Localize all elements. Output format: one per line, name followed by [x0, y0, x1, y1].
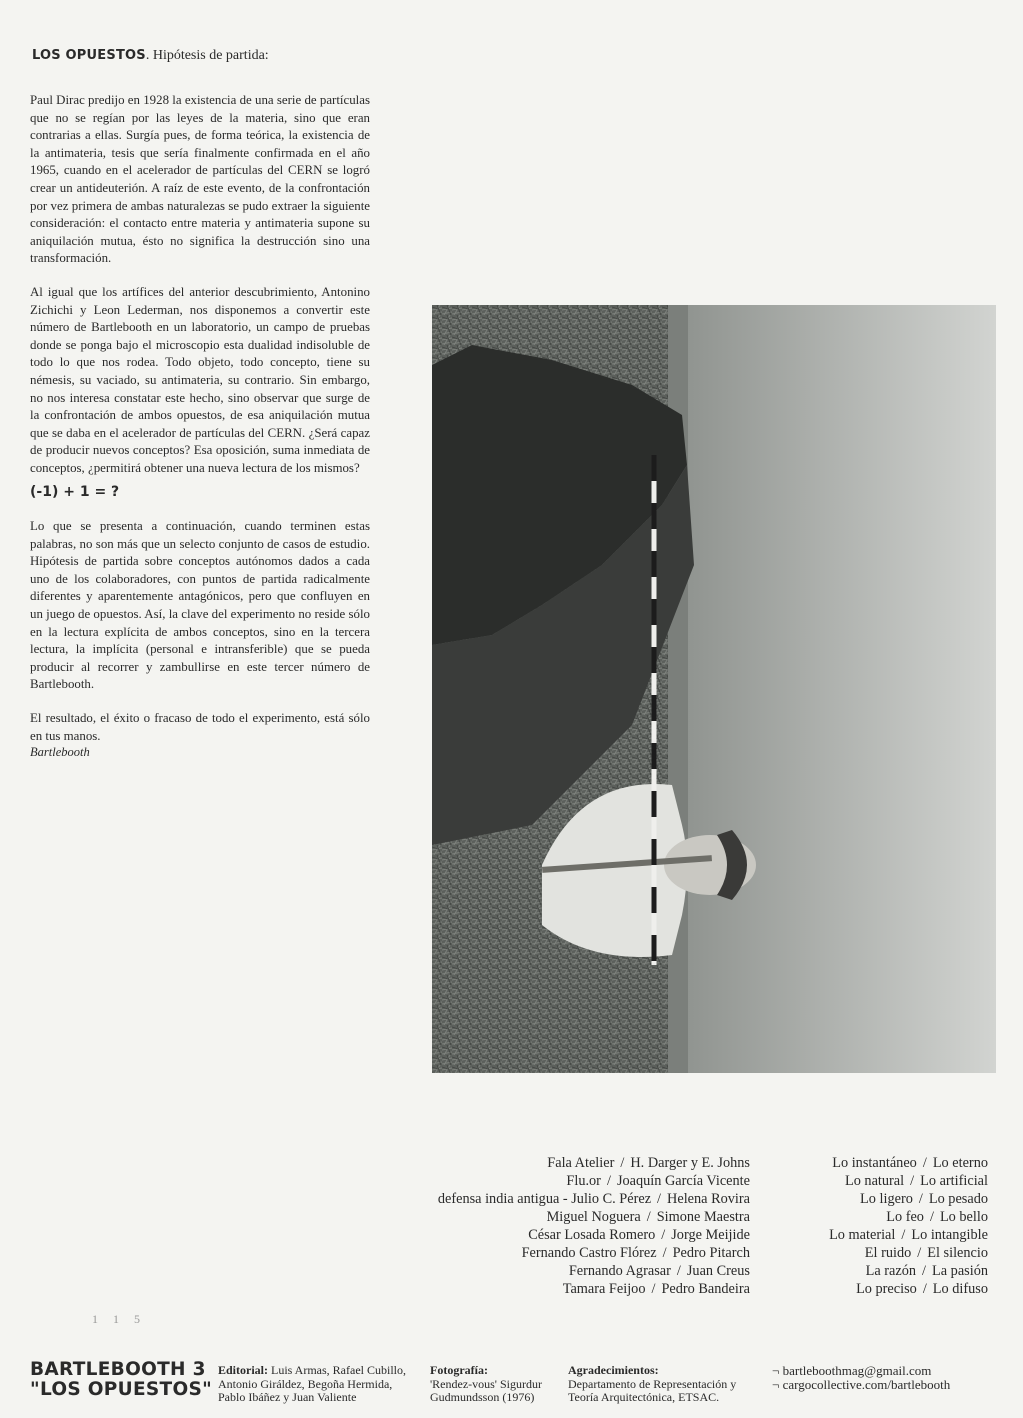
opposite-b: Lo eterno — [932, 1155, 988, 1171]
photo-text: 'Rendez-vous' Sigurdur Gudmundsson (1976) — [430, 1376, 542, 1404]
separator: / — [910, 1173, 915, 1189]
contributors-list — [380, 1154, 750, 1298]
opposite-row — [770, 1262, 988, 1280]
separator: / — [929, 1209, 934, 1225]
opposite-a: Lo material — [829, 1227, 896, 1243]
opposite-b: Lo bello — [939, 1209, 988, 1225]
opposite-row — [770, 1208, 988, 1226]
opposite-a: Lo instantáneo — [832, 1155, 917, 1171]
contributor-row — [380, 1262, 750, 1280]
contributor-a: Fernando Agrasar — [568, 1263, 671, 1279]
contributor-b: Juan Creus — [686, 1263, 750, 1279]
contributor-row — [380, 1244, 750, 1262]
opposite-a: Lo feo — [886, 1209, 924, 1225]
separator: / — [620, 1155, 625, 1171]
paragraph-4: El resultado, el éxito o fracaso de todo el experimento, está sólo en tus manos. — [30, 710, 370, 743]
separator: / — [918, 1191, 923, 1207]
separator: / — [901, 1227, 906, 1243]
contributor-b: Simone Maestra — [656, 1209, 750, 1225]
separator: / — [646, 1209, 651, 1225]
separator: / — [922, 1155, 927, 1171]
formula: (-1) + 1 = ? — [30, 484, 120, 500]
contributor-a: Miguel Noguera — [546, 1209, 641, 1225]
opposite-a: Lo preciso — [856, 1281, 917, 1297]
contributor-b: H. Darger y E. Johns — [630, 1155, 750, 1171]
page-heading — [32, 48, 269, 64]
photo-label: Fotografía: — [430, 1363, 488, 1377]
contributor-row — [380, 1226, 750, 1244]
photo-credit — [430, 1364, 560, 1405]
separator: / — [676, 1263, 681, 1279]
thanks-text: Departamento de Representación y Teoría Arquitectónica, ETSAC. — [568, 1376, 737, 1404]
opposite-a: Lo natural — [844, 1173, 905, 1189]
opposite-row — [770, 1244, 988, 1262]
rotated-photograph — [432, 305, 996, 1073]
body-text — [30, 518, 370, 761]
opposite-a: El ruido — [864, 1245, 912, 1261]
contributor-b: Helena Rovira — [667, 1191, 750, 1207]
separator: / — [662, 1245, 667, 1261]
separator: / — [661, 1227, 666, 1243]
thanks-label: Agradecimientos: — [568, 1363, 659, 1377]
brand-line-1: BARTLEBOOTH 3 — [30, 1359, 206, 1380]
contributor-b: Jorge Meijide — [671, 1227, 750, 1243]
contributor-a: Fala Atelier — [547, 1155, 615, 1171]
paragraph-2: Al igual que los artífices del anterior descubrimiento, Antonino Zichichi y Leon Lederman, nos disponemos a convertir este número de Bartlebooth en un laboratorio, un campo de pruebas donde se ponga bajo el microscopio esta dualidad indisoluble de todo lo que nos rodea. Todo objeto, todo concepto, tiene su némesis, su vaciado, su antimateria, su contrario. Sin embargo, no nos interesa constatar este hecho, sino observar que surge de la confrontación de ambos opuestos, de esa aniquilación mutua que se daba en el acelerador de partículas del CERN. ¿Será capaz de producir nuevos conceptos? Esa oposición, suma inmediata de conceptos, ¿permitirá obtener una nueva lectura de los mismos? — [30, 284, 370, 475]
editorial-label: Editorial: — [218, 1363, 268, 1377]
separator: / — [657, 1191, 662, 1207]
intro-text — [30, 92, 370, 493]
editorial-credit — [218, 1364, 418, 1405]
contributor-a: César Losada Romero — [528, 1227, 656, 1243]
opposite-row — [770, 1226, 988, 1244]
contributor-b: Pedro Pitarch — [672, 1245, 750, 1261]
opposite-a: Lo ligero — [860, 1191, 913, 1207]
opposite-a: La razón — [865, 1263, 917, 1279]
website-link[interactable]: cargocollective.com/bartlebooth — [782, 1377, 951, 1392]
contact-block — [772, 1364, 1002, 1392]
separator: / — [651, 1281, 656, 1297]
email-link[interactable]: bartleboothmag@gmail.com — [782, 1363, 932, 1378]
contributor-a: Fernando Castro Flórez — [521, 1245, 657, 1261]
contributor-row — [380, 1172, 750, 1190]
paragraph-3: Lo que se presenta a continuación, cuando terminen estas palabras, no son más que un selecto conjunto de casos de estudio. Hipótesis de partida sobre conceptos autónomos dados a cada uno de los colaboradores, con puntos de partida radicalmente diferentes y aparentemente antagónicos, pero que confluyen en un juego de opuestos. Así, la clave del experimento no reside sólo en la lectura explícita de ambos conceptos, sino en la tercera lectura, la implícita (personal e intransferible) que se pueda producir al recorrer y zambullirse en este tercer número de Bartlebooth. — [30, 519, 370, 692]
contact-symbol: ¬ — [772, 1363, 780, 1378]
contributor-b: Pedro Bandeira — [661, 1281, 750, 1297]
opposite-row — [770, 1154, 988, 1172]
opposite-b: La pasión — [932, 1263, 988, 1279]
contributor-row — [380, 1280, 750, 1298]
heading-bold: LOS OPUESTOS — [32, 48, 146, 63]
separator: / — [922, 1263, 927, 1279]
contributor-row — [380, 1208, 750, 1226]
contributor-b: Joaquín García Vicente — [616, 1173, 750, 1189]
contributor-a: Flu.or — [566, 1173, 601, 1189]
opposite-b: Lo intangible — [911, 1227, 988, 1243]
opposite-row — [770, 1172, 988, 1190]
signature: Bartlebooth — [30, 745, 90, 759]
contributor-a: defensa india antigua - Julio C. Pérez — [437, 1191, 652, 1207]
thanks-credit — [568, 1364, 768, 1405]
contributor-row — [380, 1190, 750, 1208]
brand-line-2: "LOS OPUESTOS" — [30, 1379, 213, 1400]
separator: / — [922, 1281, 927, 1297]
separator: / — [917, 1245, 922, 1261]
opposite-row — [770, 1190, 988, 1208]
editorial-text: Luis Armas, Rafael Cubillo, Antonio Giráldez, Begoña Hermida, Pablo Ibáñez y Juan Valiente — [218, 1363, 406, 1404]
stray-marks: 1 1 5 — [92, 1312, 146, 1326]
paragraph-1: Paul Dirac predijo en 1928 la existencia de una serie de partículas que no se regían por las leyes de la materia, sino que eran contrarias a ellas. Surgía pues, de forma teórica, la existencia de la antimateria, tesis que sería finalmente confirmada en el año 1965, cuando en el acelerador de partículas del CERN se logró crear un antideuterión. A raíz de este evento, de la confrontación por vez primera de ambas naturalezas se pudo extraer la siguiente consideración: el contacto entre materia y antimateria supone su aniquilación mutua, ésto no significa la destrucción sino una transformación. — [30, 93, 370, 266]
opposite-b: Lo pesado — [928, 1191, 988, 1207]
magazine-brand — [30, 1360, 212, 1400]
contributor-a: Tamara Feijoo — [562, 1281, 646, 1297]
opposite-b: Lo difuso — [932, 1281, 988, 1297]
separator: / — [606, 1173, 611, 1189]
email-row — [772, 1364, 1002, 1378]
web-row — [772, 1378, 1002, 1392]
heading-rest: . Hipótesis de partida: — [145, 48, 269, 63]
photograph-image — [432, 305, 996, 1073]
opposites-list — [770, 1154, 988, 1298]
opposite-b: Lo artificial — [920, 1173, 988, 1189]
opposite-b: El silencio — [927, 1245, 988, 1261]
contact-symbol: ¬ — [772, 1377, 780, 1392]
contributor-row — [380, 1154, 750, 1172]
opposite-row — [770, 1280, 988, 1298]
